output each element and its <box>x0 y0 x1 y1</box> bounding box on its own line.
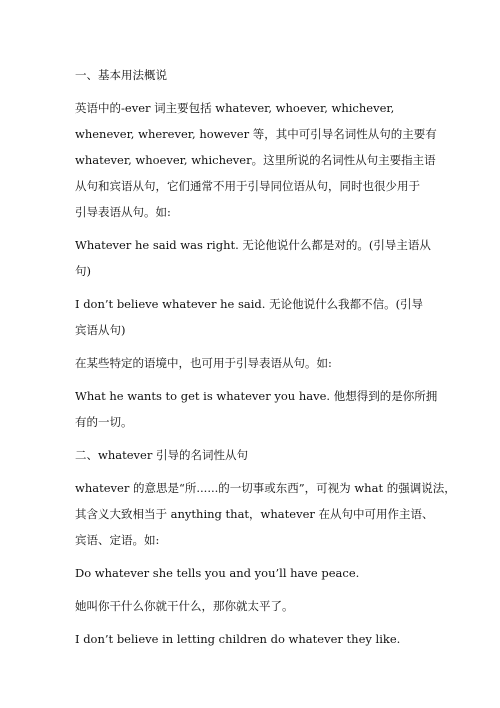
example-line: I don’t believe whatever he said. 无论他说什么我都不信。(引导 <box>75 297 424 311</box>
example-line: 宾语从句) <box>75 323 126 337</box>
paragraph-line: whatever 的意思是“所......的一切事或东西”，可视为 what 的强调说法， <box>75 481 456 495</box>
note-line: 在某些特定的语境中，也可用于引导表语从句。如: <box>75 356 332 370</box>
paragraph-line: 引导表语从句。如: <box>75 205 171 219</box>
example-line: What he wants to get is whatever you have. 他想得到的是你所拥 <box>75 389 438 403</box>
section-heading-2: 二、whatever 引导的名词性从句 <box>75 448 248 462</box>
paragraph-line: whenever, wherever, however 等，其中可引导名词性从句的主要有 <box>75 127 437 141</box>
paragraph-line: whatever, whoever, whichever。这里所说的名词性从句主要指主语 <box>75 153 436 167</box>
translation-line: 她叫你干什么你就干什么，那你就太平了。 <box>75 599 294 613</box>
section-heading-1: 一、基本用法概说 <box>75 68 167 82</box>
paragraph-line: 从句和宾语从句，它们通常不用于引导同位语从句，同时也很少用于 <box>75 179 420 193</box>
example-line: I don’t believe in letting children do whatever they like. <box>75 632 401 646</box>
paragraph-line: 其含义大致相当于 anything that，whatever 在从句中可用作主语、 <box>75 507 434 521</box>
example-line: 句) <box>75 264 91 278</box>
paragraph-line: 英语中的-ever 词主要包括 whatever, whoever, whichever, <box>75 101 395 115</box>
example-line: Whatever he said was right. 无论他说什么都是对的。(引导主语从 <box>75 238 431 252</box>
example-line: 有的一切。 <box>75 415 133 429</box>
paragraph-line: 宾语、定语。如: <box>75 533 160 547</box>
example-line: Do whatever she tells you and you’ll have peace. <box>75 566 360 580</box>
